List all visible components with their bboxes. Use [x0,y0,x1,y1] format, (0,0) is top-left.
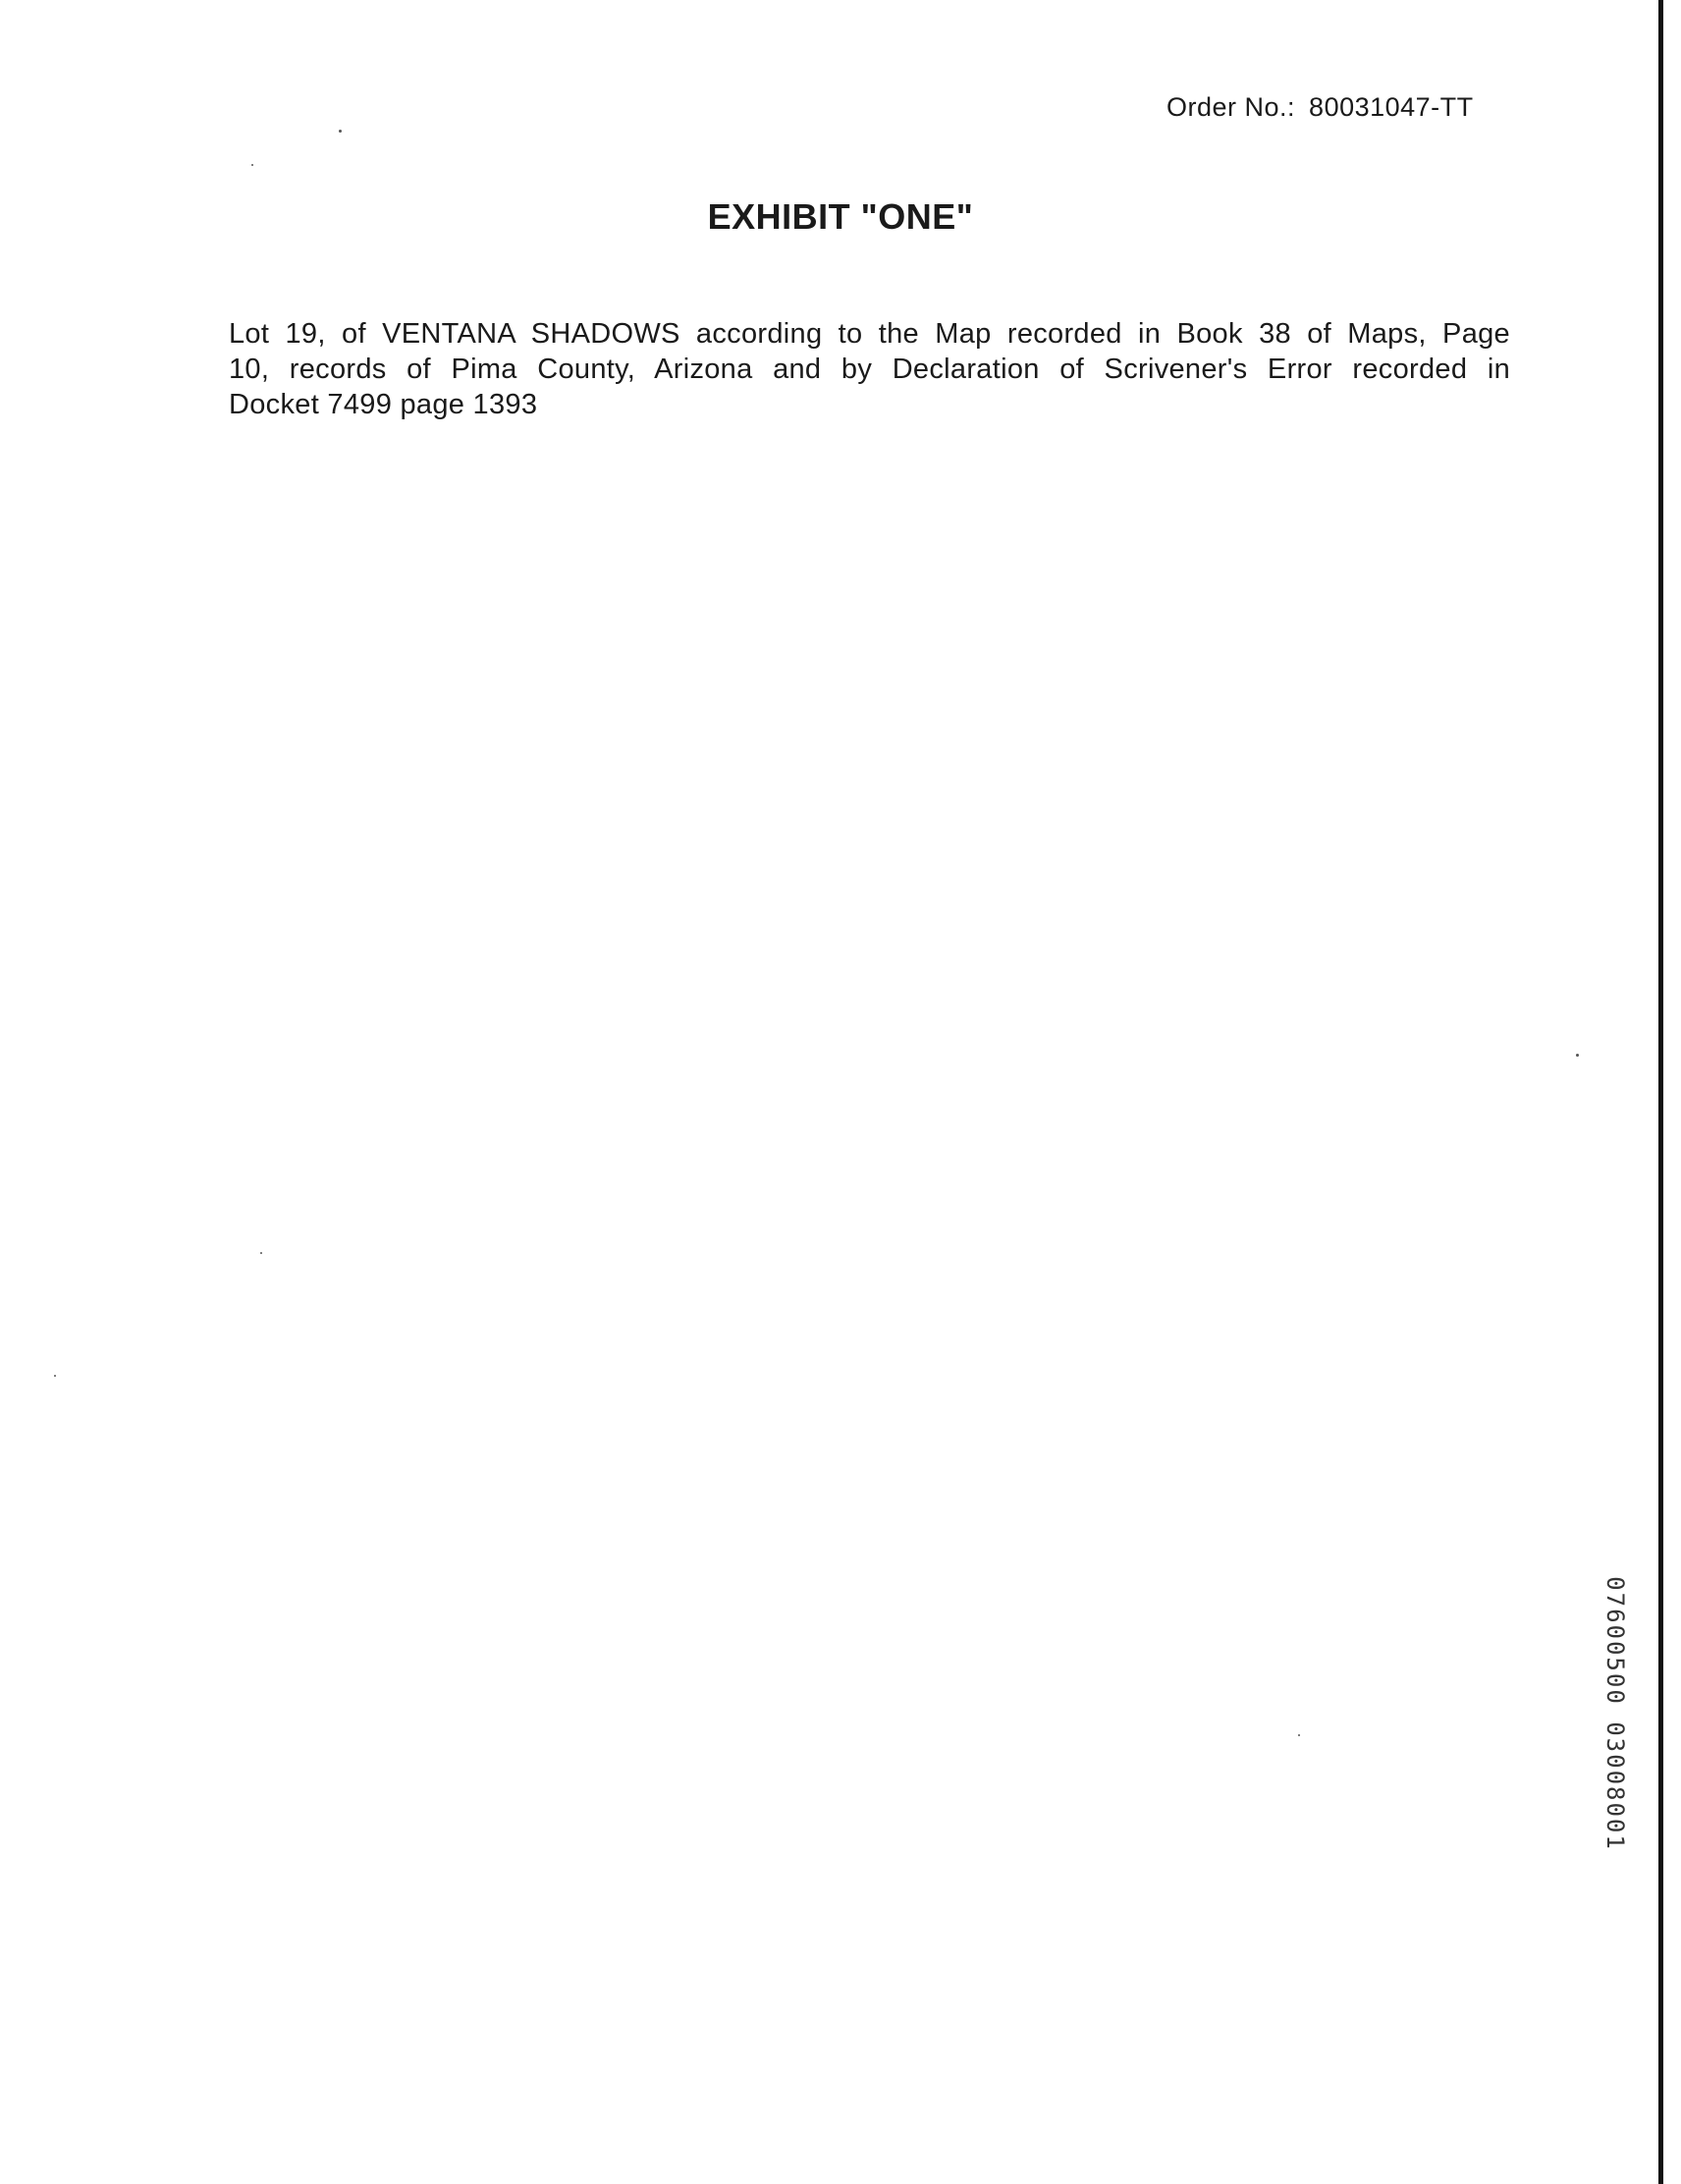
legal-description [229,316,1510,422]
order-number: 80031047-TT [1309,92,1474,122]
recording-stamp [1596,1576,1635,1851]
legal-description-line: 10, records of Pima County, Arizona and by Declaration of Scrivener's Error recorded in [229,354,1510,385]
legal-description-line: Docket 7499 page 1393 [229,389,538,420]
recording-stamp-text: 07600500 03008001 [1601,1576,1629,1851]
order-label: Order No.: [1166,92,1296,122]
scan-speck [54,1375,56,1377]
scan-edge-border [1658,0,1663,2184]
scan-speck [260,1252,262,1254]
exhibit-title: EXHIBIT "ONE" [707,196,974,237]
order-number-line [1166,92,1474,123]
scan-speck [251,164,253,166]
scan-speck [1298,1734,1300,1736]
legal-description-line: Lot 19, of VENTANA SHADOWS according to the Map recorded in Book 38 of Maps, Page [229,318,1510,350]
scan-speck [339,130,342,133]
scan-speck [1576,1054,1579,1057]
